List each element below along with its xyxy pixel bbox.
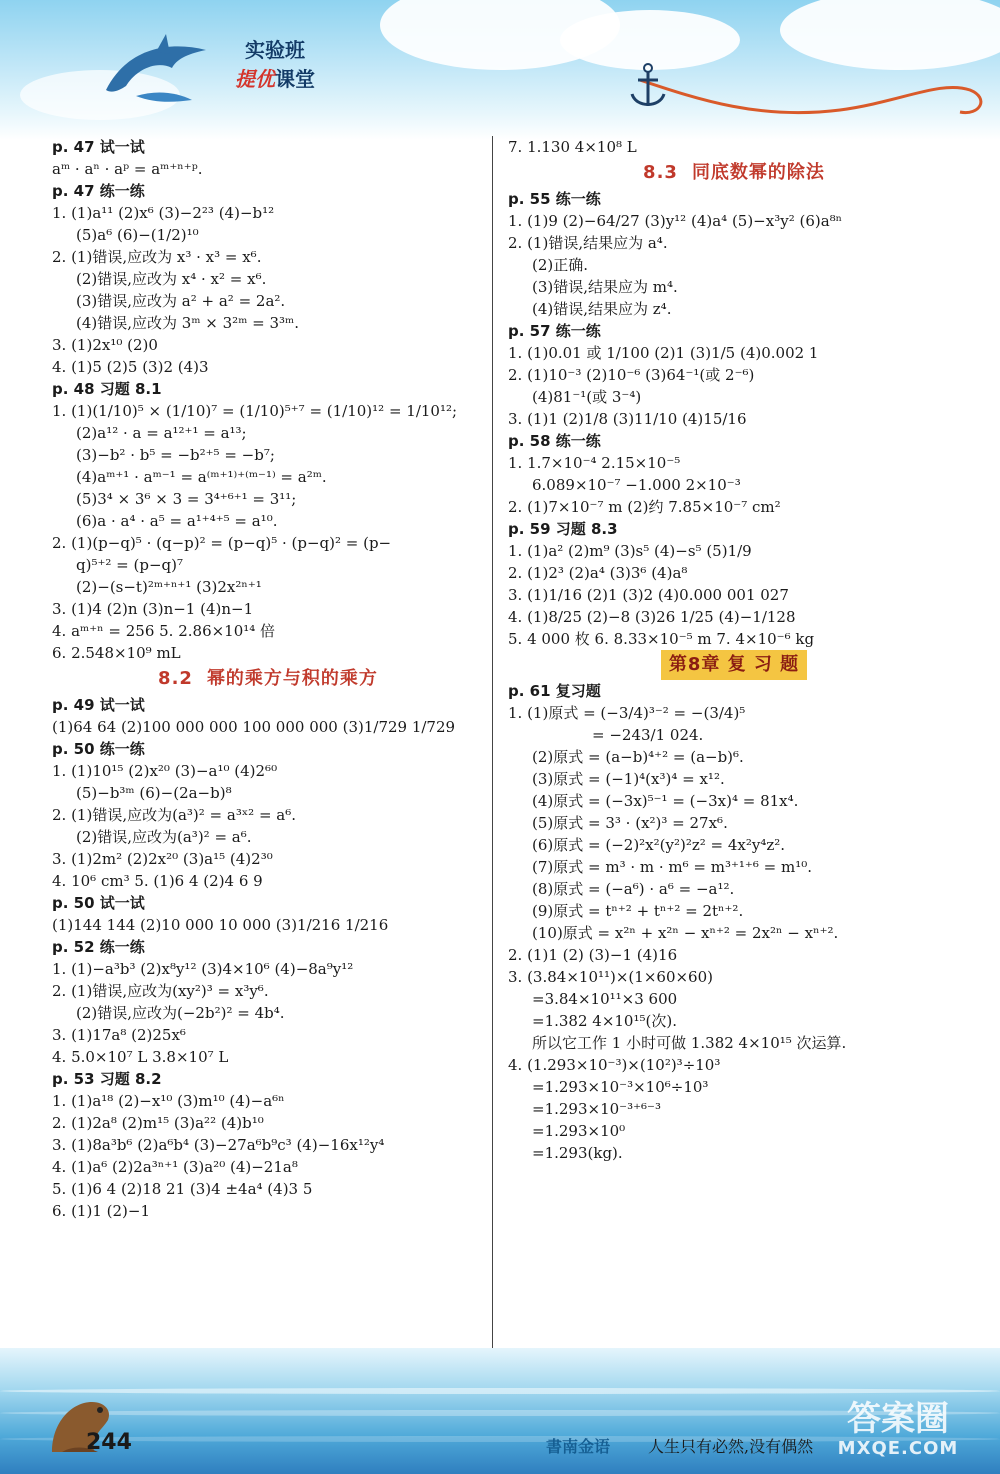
answer-line: 1. (1)a¹¹ (2)x⁶ (3)−2²³ (4)−b¹²	[52, 204, 275, 222]
answer-line: (10)原式 = x²ⁿ + x²ⁿ − xⁿ⁺² = 2x²ⁿ − xⁿ⁺².	[532, 924, 839, 942]
answer-line: 6. 2.548×10⁹ mL	[52, 644, 181, 662]
exercise-heading: p. 58 练一练	[508, 432, 601, 450]
answer-line: 4. 5.0×10⁷ L 3.8×10⁷ L	[52, 1048, 229, 1066]
answer-line: (2)原式 = (a−b)⁴⁺² = (a−b)⁶.	[532, 748, 744, 766]
answer-line: (3)原式 = (−1)⁴(x³)⁴ = x¹².	[532, 770, 725, 788]
answer-line: (2)错误,应改为 x⁴ · x² = x⁶.	[76, 270, 267, 288]
answer-line: 3. (3.84×10¹¹)×(1×60×60)	[508, 968, 713, 986]
answer-line: 1. (1)原式 = (−3/4)³⁻² = −(3/4)⁵	[508, 704, 746, 722]
answer-line: (6)原式 = (−2)²x²(y²)²z² = 4x²y⁴z².	[532, 836, 786, 854]
exercise-heading: p. 50 练一练	[52, 740, 145, 758]
answer-line: (5)−b³ᵐ (6)−(2a−b)⁸	[76, 784, 232, 802]
page-header	[0, 0, 1000, 140]
answer-line: 4. (1)a⁶ (2)2a³ⁿ⁺¹ (3)a²⁰ (4)−21a⁸	[52, 1158, 298, 1176]
answer-line: (3)错误,结果应为 m⁴.	[532, 278, 678, 296]
answer-line: 2. (1)(p−q)⁵ · (q−p)² = (p−q)⁵ · (p−q)² = (p−	[52, 534, 392, 552]
answer-line: (2)a¹² · a = a¹²⁺¹ = a¹³;	[76, 424, 247, 442]
answer-line: (2)−(s−t)²ᵐ⁺ⁿ⁺¹ (3)2x²ⁿ⁺¹	[76, 578, 262, 596]
answer-line: 2. (1)7×10⁻⁷ m (2)约 7.85×10⁻⁷ cm²	[508, 498, 781, 516]
wave	[0, 1388, 1000, 1394]
answer-line: 3. (1)1 (2)1/8 (3)11/10 (4)15/16	[508, 410, 747, 428]
motto-label: 書南金语	[546, 1437, 611, 1456]
answer-line: 2. (1)1 (2) (3)−1 (4)16	[508, 946, 678, 964]
answer-line: =3.84×10¹¹×3 600	[532, 990, 678, 1008]
section-title	[52, 664, 484, 694]
answer-line: (2)正确.	[532, 256, 589, 274]
answer-line: 6.089×10⁻⁷ −1.000 2×10⁻³	[532, 476, 741, 494]
answer-line: (3)错误,应改为 a² + a² = 2a².	[76, 292, 286, 310]
answer-line: (7)原式 = m³ · m · m⁶ = m³⁺¹⁺⁶ = m¹⁰.	[532, 858, 812, 876]
dolphin-icon	[96, 30, 216, 110]
exercise-heading: p. 52 练一练	[52, 938, 145, 956]
answer-line: 3. (1)1/16 (2)1 (3)2 (4)0.000 001 027	[508, 586, 789, 604]
answer-line: (4)81⁻¹(或 3⁻⁴)	[532, 388, 642, 406]
answer-line: =1.293×10⁰	[532, 1122, 626, 1140]
answer-line: 4. (1)8/25 (2)−8 (3)26 1/25 (4)−1/128	[508, 608, 796, 626]
answer-line: 2. (1)2a⁸ (2)m¹⁵ (3)a²² (4)b¹⁰	[52, 1114, 264, 1132]
answer-line: 5. 4 000 枚 6. 8.33×10⁻⁵ m 7. 4×10⁻⁶ kg	[508, 630, 815, 648]
answer-line: 1. (1)−a³b³ (2)x⁸y¹² (3)4×10⁶ (4)−8a⁹y¹²	[52, 960, 354, 978]
answer-line: (8)原式 = (−a⁶) · a⁶ = −a¹².	[532, 880, 735, 898]
answer-line: (5)a⁶ (6)−(1/2)¹⁰	[76, 226, 199, 244]
answer-line: 1. (1)(1/10)⁵ × (1/10)⁷ = (1/10)⁵⁺⁷ = (1/10)¹² = 1/10¹²;	[52, 402, 458, 420]
exercise-heading: p. 47 练一练	[52, 182, 145, 200]
column-divider	[492, 136, 493, 1348]
answer-line: (4)错误,应改为 3ᵐ × 3²ᵐ = 3³ᵐ.	[76, 314, 300, 332]
answer-line: 4. 10⁶ cm³ 5. (1)6 4 (2)4 6 9	[52, 872, 263, 890]
answer-line: 4. aᵐ⁺ⁿ = 256 5. 2.86×10¹⁴ 倍	[52, 622, 276, 640]
page-number: 244	[86, 1430, 132, 1455]
answer-line: (4)原式 = (−3x)⁵⁻¹ = (−3x)⁴ = 81x⁴.	[532, 792, 799, 810]
answer-line: 5. (1)6 4 (2)18 21 (3)4 ±4a⁴ (4)3 5	[52, 1180, 313, 1198]
watermark-url: MXQE.COM	[837, 1438, 959, 1459]
answer-line: 所以它工作 1 小时可做 1.382 4×10¹⁵ 次运算.	[532, 1034, 847, 1052]
exercise-heading: p. 59 习题 8.3	[508, 520, 618, 538]
logo-bottom-text: 提优课堂	[235, 67, 315, 91]
answer-line: 3. (1)8a³b⁶ (2)a⁶b⁴ (3)−27a⁶b⁹c³ (4)−16x¹²y⁴	[52, 1136, 385, 1154]
motto-text: 人生只有必然,没有偶然	[648, 1437, 814, 1456]
rope-decoration	[640, 60, 1000, 130]
answer-line: 2. (1)错误,应改为 x³ · x³ = x⁶.	[52, 248, 262, 266]
answer-line: 2. (1)错误,应改为(xy²)³ = x³y⁶.	[52, 982, 269, 1000]
answer-line: 7. 1.130 4×10⁸ L	[508, 138, 637, 156]
answer-line: 4. (1)5 (2)5 (3)2 (4)3	[52, 358, 209, 376]
answer-line: (2)错误,应改为(−2b²)² = 4b⁴.	[76, 1004, 285, 1022]
answer-column-left	[52, 136, 484, 1222]
exercise-heading: p. 48 习题 8.1	[52, 380, 162, 398]
answer-line: 2. (1)10⁻³ (2)10⁻⁶ (3)64⁻¹(或 2⁻⁶)	[508, 366, 755, 384]
answer-column-right	[508, 136, 960, 1164]
answer-line: 3. (1)2x¹⁰ (2)0	[52, 336, 158, 354]
answer-line: (5)原式 = 3³ · (x²)³ = 27x⁶.	[532, 814, 728, 832]
answer-line: (5)3⁴ × 3⁶ × 3 = 3⁴⁺⁶⁺¹ = 3¹¹;	[76, 490, 297, 508]
answer-line: 1. (1)9 (2)−64/27 (3)y¹² (4)a⁴ (5)−x³y² (6)a⁸ⁿ	[508, 212, 843, 230]
chapter-title-text: 第8章 复 习 题	[661, 650, 807, 680]
exercise-heading: p. 50 试一试	[52, 894, 145, 912]
answer-line: 6. (1)1 (2)−1	[52, 1202, 150, 1220]
answer-line: 1. (1)a² (2)m⁹ (3)s⁵ (4)−s⁵ (5)1/9	[508, 542, 752, 560]
answer-line: =1.293×10⁻³⁺⁶⁻³	[532, 1100, 661, 1118]
exercise-heading: p. 61 复习题	[508, 682, 601, 700]
answer-line: (9)原式 = tⁿ⁺² + tⁿ⁺² = 2tⁿ⁺².	[532, 902, 744, 920]
answer-line: aᵐ · aⁿ · aᵖ = aᵐ⁺ⁿ⁺ᵖ.	[52, 160, 203, 178]
exercise-heading: p. 57 练一练	[508, 322, 601, 340]
answer-line: (1)64 64 (2)100 000 000 100 000 000 (3)1/729 1/729	[52, 718, 456, 736]
answer-line: 3. (1)17a⁸ (2)25x⁶	[52, 1026, 186, 1044]
watermark	[808, 1400, 988, 1459]
answer-line: 1. (1)0.01 或 1/100 (2)1 (3)1/5 (4)0.002 1	[508, 344, 819, 362]
answer-line: 3. (1)4 (2)n (3)n−1 (4)n−1	[52, 600, 254, 618]
section-title	[508, 158, 960, 188]
answer-line: (3)−b² · b⁵ = −b²⁺⁵ = −b⁷;	[76, 446, 275, 464]
chapter-review-title	[508, 650, 960, 680]
series-logo	[210, 28, 340, 104]
answer-line: =1.293×10⁻³×10⁶÷10³	[532, 1078, 709, 1096]
exercise-heading: p. 55 练一练	[508, 190, 601, 208]
anchor-icon	[628, 62, 668, 112]
section-title-text: 幂的乘方与积的乘方	[206, 668, 378, 689]
answer-line: 2. (1)错误,结果应为 a⁴.	[508, 234, 668, 252]
answer-line: 1. (1)a¹⁸ (2)−x¹⁰ (3)m¹⁰ (4)−a⁶ⁿ	[52, 1092, 285, 1110]
logo-top-text: 实验班	[245, 38, 305, 62]
answer-line: = −243/1 024.	[592, 726, 704, 744]
answer-line: q)⁵⁺² = (p−q)⁷	[76, 556, 183, 574]
exercise-heading: p. 53 习题 8.2	[52, 1070, 162, 1088]
answer-line: 1. 1.7×10⁻⁴ 2.15×10⁻⁵	[508, 454, 681, 472]
answer-line: (4)错误,结果应为 z⁴.	[532, 300, 672, 318]
exercise-heading: p. 47 试一试	[52, 138, 145, 156]
answer-line: 4. (1.293×10⁻³)×(10²)³÷10³	[508, 1056, 721, 1074]
answer-line: =1.293(kg).	[532, 1144, 623, 1162]
answer-line: (4)aᵐ⁺¹ · aᵐ⁻¹ = a⁽ᵐ⁺¹⁾⁺⁽ᵐ⁻¹⁾ = a²ᵐ.	[76, 468, 327, 486]
answer-line: (6)a · a⁴ · a⁵ = a¹⁺⁴⁺⁵ = a¹⁰.	[76, 512, 278, 530]
answer-line: =1.382 4×10¹⁵(次).	[532, 1012, 677, 1030]
answer-line: 2. (1)错误,应改为(a³)² = a³ˣ² = a⁶.	[52, 806, 297, 824]
answer-line: 3. (1)2m² (2)2x²⁰ (3)a¹⁵ (4)2³⁰	[52, 850, 273, 868]
answer-line: 2. (1)2³ (2)a⁴ (3)3⁶ (4)a⁸	[508, 564, 688, 582]
section-number: 8.2	[158, 668, 193, 689]
section-title-text: 同底数幂的除法	[691, 162, 825, 183]
watermark-title: 答案圈	[847, 1399, 949, 1439]
section-number: 8.3	[643, 162, 678, 183]
answer-line: 1. (1)10¹⁵ (2)x²⁰ (3)−a¹⁰ (4)2⁶⁰	[52, 762, 278, 780]
exercise-heading: p. 49 试一试	[52, 696, 145, 714]
answer-line: (1)144 144 (2)10 000 10 000 (3)1/216 1/216	[52, 916, 389, 934]
answer-line: (2)错误,应改为(a³)² = a⁶.	[76, 828, 252, 846]
